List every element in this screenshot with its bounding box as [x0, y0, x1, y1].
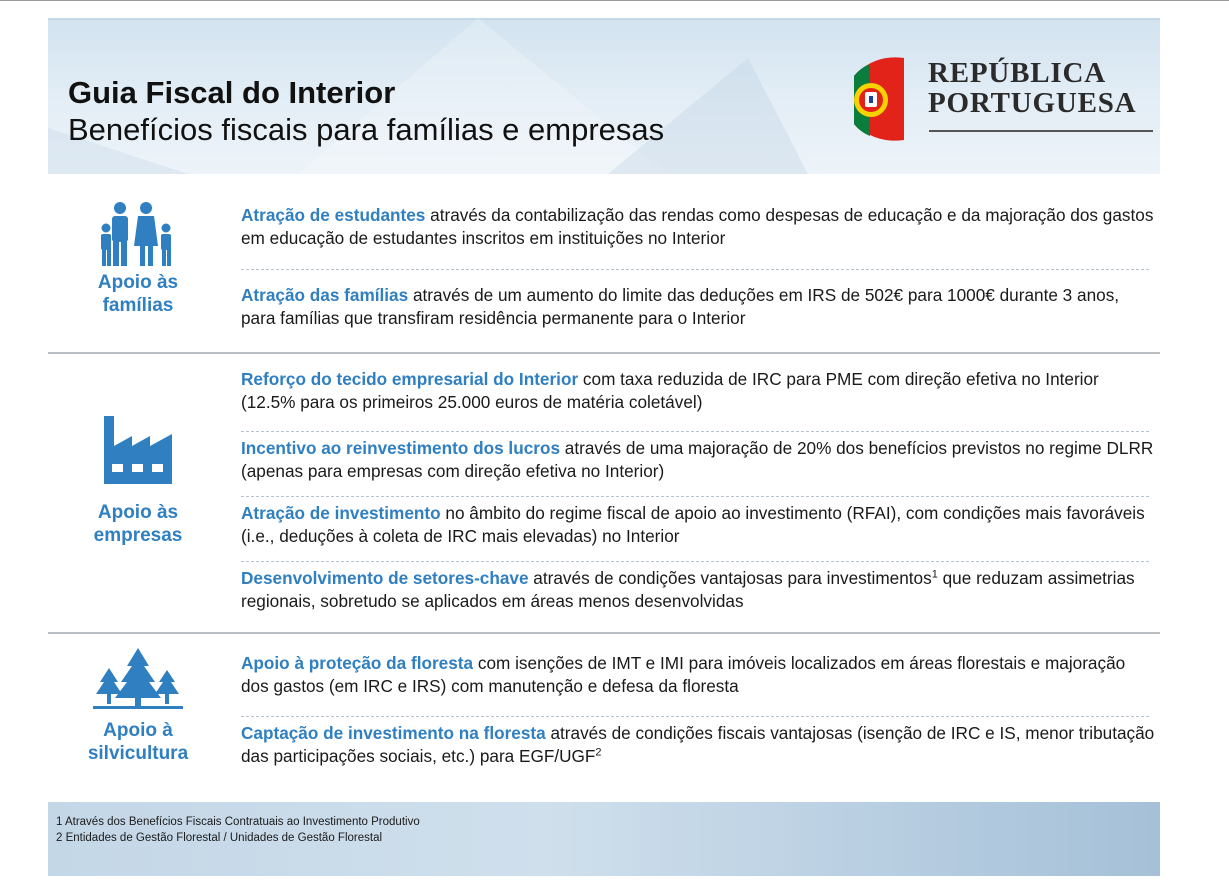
companies-side	[48, 412, 228, 548]
top-rule	[0, 0, 1229, 1]
benefit-highlight: Captação de investimento na floresta	[241, 723, 546, 743]
benefit-highlight: Atração de estudantes	[241, 205, 426, 225]
benefit-highlight: Desenvolvimento de setores-chave	[241, 568, 529, 588]
forestry-label-line-2: silvicultura	[87, 742, 189, 764]
page-title: Guia Fiscal do Interior	[68, 75, 396, 110]
logo-line-1: REPÚBLICA	[928, 57, 1106, 89]
dashed-divider	[241, 716, 1149, 717]
footnote-2: 2 Entidades de Gestão Florestal / Unidades de Gestão Florestal	[56, 832, 383, 844]
benefit-item	[241, 368, 1156, 414]
benefit-highlight: Incentivo ao reinvestimento dos lucros	[241, 438, 561, 458]
section-families	[48, 178, 1160, 352]
benefit-text: no âmbito do regime fiscal de apoio ao investimento (RFAI), com condições mais favoráveis (i.e., deduções à coleta de IRC mais elevadas) no Interior	[241, 503, 1145, 546]
flag-emblem-icon	[844, 52, 910, 148]
families-label-line-2: famílias	[102, 294, 174, 316]
benefit-text: com taxa reduzida de IRC para PME com direção efetiva no Interior (12.5% para os primeiros 25.000 euros de matéria coletável)	[241, 369, 1099, 412]
logo-line-2: PORTUGUESA	[928, 87, 1137, 120]
families-side	[48, 200, 228, 318]
benefit-item	[241, 652, 1156, 698]
page-subtitle: Benefícios fiscais para famílias e empresas	[68, 111, 665, 147]
dashed-divider	[241, 269, 1149, 270]
benefit-highlight: Reforço do tecido empresarial do Interior	[241, 369, 579, 389]
footnote-1: 1 Através dos Benefícios Fiscais Contratuais ao Investimento Produtivo	[56, 816, 420, 828]
forestry-side	[48, 648, 228, 766]
section-companies	[48, 354, 1160, 632]
companies-label-line-1: Apoio às	[97, 502, 179, 523]
benefit-text: com isenções de IMT e IMI para imóveis localizados em áreas florestais e majoração dos gastos (em IRC e IRS) com manutenção e defesa da floresta	[241, 653, 1126, 696]
dashed-divider	[241, 496, 1149, 497]
trees-icon	[93, 648, 183, 710]
families-label-line-1: Apoio às	[97, 272, 179, 293]
benefit-text: através de um aumento do limite das deduções em IRS de 502€ para 1000€ durante 3 anos, para famílias que transfiram residência permanente para o Interior	[241, 285, 1120, 328]
logo-text	[928, 58, 1136, 119]
benefit-item	[241, 567, 1156, 613]
logo-underline	[929, 130, 1153, 132]
header-banner	[48, 18, 1160, 174]
benefit-text-continued: que reduzam assimetrias regionais, sobretudo se aplicados em áreas menos desenvolvidas	[241, 568, 1135, 611]
benefit-highlight: Apoio à proteção da floresta	[241, 653, 474, 673]
companies-label	[48, 502, 228, 548]
families-label	[48, 272, 228, 318]
footnote-ref: 1	[931, 568, 938, 581]
dashed-divider	[241, 561, 1149, 562]
title-block	[68, 76, 664, 149]
benefit-item	[241, 204, 1156, 250]
benefit-item	[241, 437, 1156, 483]
companies-label-line-2: empresas	[93, 524, 183, 546]
dashed-divider	[241, 431, 1149, 432]
benefit-text: através da contabilização das rendas como despesas de educação e da majoração dos gastos em educação de estudantes inscritos em instituições no Interior	[241, 205, 1154, 248]
family-icon	[98, 200, 178, 270]
footnote-ref: 2	[595, 746, 602, 759]
benefit-item	[241, 284, 1156, 330]
benefit-highlight: Atração das famílias	[241, 285, 409, 305]
factory-icon	[102, 412, 174, 486]
benefit-text: através de condições vantajosas para investimentos	[528, 568, 932, 588]
benefit-item	[241, 722, 1156, 768]
benefit-item	[241, 502, 1156, 548]
benefit-text: através de condições fiscais vantajosas (isenção de IRC e IS, menor tributação das participações sociais, etc.) para EGF/UGF	[241, 723, 1155, 766]
forestry-label	[48, 720, 228, 766]
footer-notes	[48, 802, 1160, 876]
government-logo	[844, 52, 1144, 152]
section-forestry	[48, 634, 1160, 786]
forestry-label-line-1: Apoio à	[103, 720, 173, 741]
benefit-text: através de uma majoração de 20% dos benefícios previstos no regime DLRR (apenas para empresas com direção efetiva no Interior)	[241, 438, 1154, 481]
benefit-highlight: Atração de investimento	[241, 503, 441, 523]
